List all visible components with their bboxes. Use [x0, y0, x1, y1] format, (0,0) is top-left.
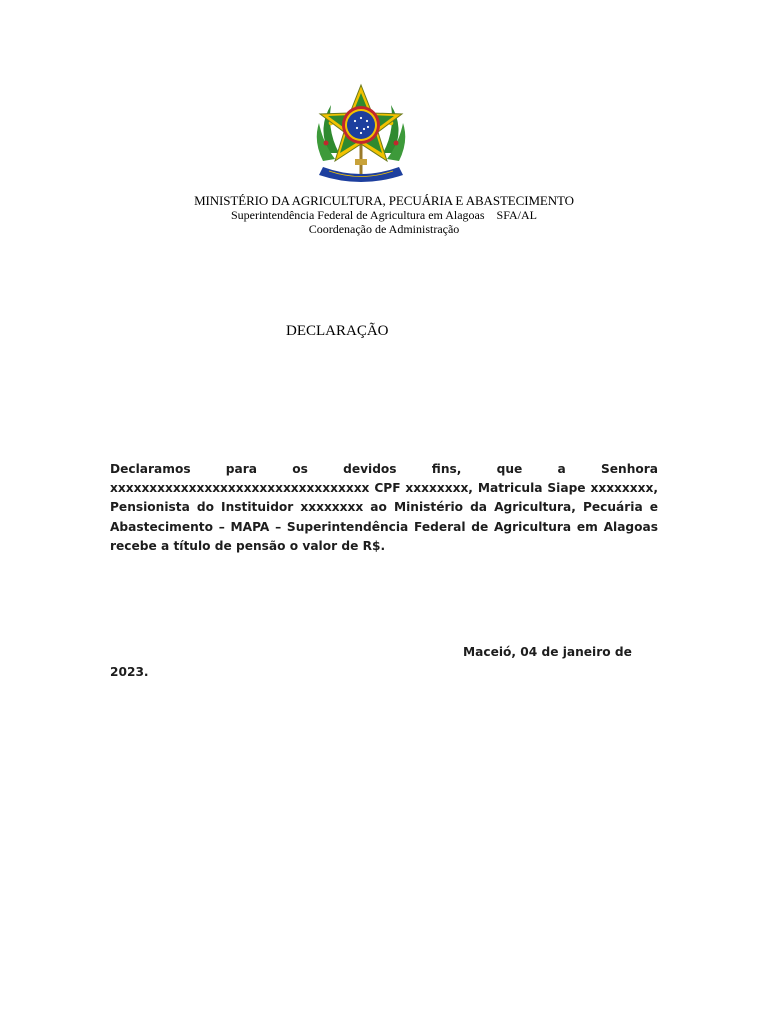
department-heading: Coordenação de Administração [308, 222, 460, 236]
year-line: 2023. [110, 665, 149, 679]
date-line: Maceió, 04 de janeiro de [463, 645, 632, 659]
superintendency-heading: Superintendência Federal de Agricultura em Alagoas SFA/AL [230, 208, 538, 222]
declaration-paragraph: Declaramos para os devidos fins, que a Senhora xxxxxxxxxxxxxxxxxxxxxxxxxxxxxxxxx CPF xxxxxxxx, Matricula Siape xxxxxxxx, Pensionista do Instituidor xxxxxxxx ao Ministério da Agricultura, Pecuária e Abastecimento – MAPA – Superintendência Federal de Agricultura em Alagoas recebe a título de pensão o valor de R$. [110, 462, 658, 553]
document-title: DECLARAÇÃO [286, 323, 389, 339]
ministry-heading: MINISTÉRIO DA AGRICULTURA, PECUÁRIA E ABASTECIMENTO [194, 193, 574, 208]
brazil-coat-of-arms-icon [309, 83, 413, 183]
